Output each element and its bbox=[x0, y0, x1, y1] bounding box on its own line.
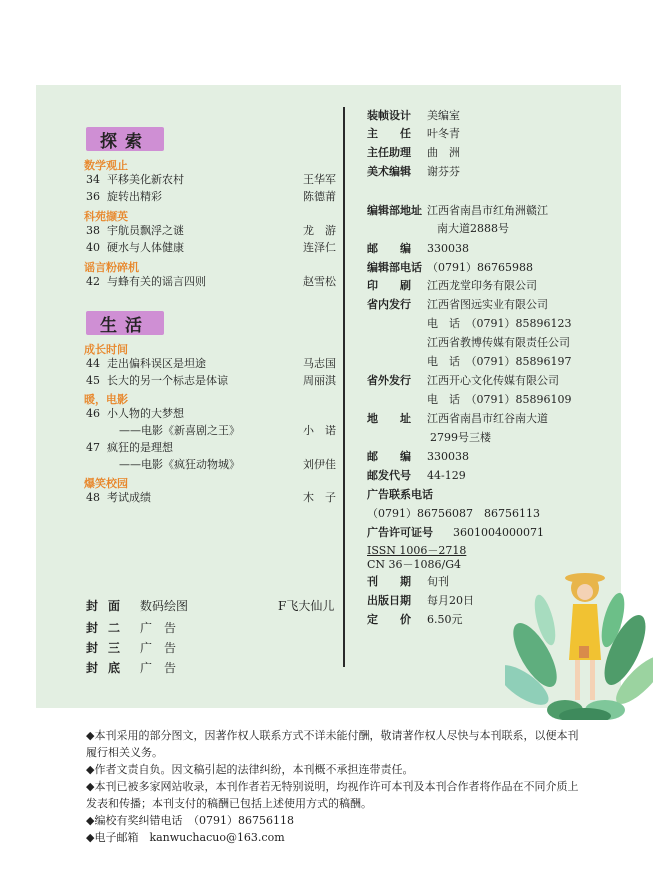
toc-row[interactable] bbox=[86, 356, 336, 372]
toc-row[interactable] bbox=[86, 406, 336, 422]
article-title: 长大的另一个标志是体谅 bbox=[107, 374, 228, 387]
author: 龙 游 bbox=[303, 224, 336, 237]
author: 小 诺 bbox=[303, 424, 336, 437]
info-dist-in: 省内发行 江西省图远实业有限公司 bbox=[367, 298, 548, 311]
info-ad-license: 广告许可证号 3601004000071 bbox=[367, 526, 544, 539]
category-math: 数学观止 bbox=[84, 159, 128, 172]
info-chief: 主 任 叶冬青 bbox=[367, 127, 460, 140]
article-title: 小人物的大梦想 bbox=[107, 407, 184, 420]
article-title: 考试成绩 bbox=[107, 491, 151, 504]
girl-plant-illustration bbox=[505, 560, 653, 720]
toc-row[interactable] bbox=[86, 440, 336, 456]
section-tag-life: 生活 bbox=[86, 311, 164, 335]
toc-row[interactable] bbox=[86, 240, 336, 256]
page-number: 40 bbox=[86, 241, 100, 254]
info-address-cont: 南大道2888号 bbox=[437, 222, 509, 235]
note-line: ◆本刊已被多家网站收录，本刊作者若无特别说明，均视作许可本刊及本刊合作者将作品在不同介质上发表和传播；本刊支付的稿酬已包括上述使用方式的稿酬。 bbox=[86, 780, 579, 810]
category-campus: 爆笑校园 bbox=[84, 477, 128, 490]
page-number: 42 bbox=[86, 275, 100, 288]
info-zip2: 邮 编 330038 bbox=[367, 450, 469, 463]
page-number: 34 bbox=[86, 173, 100, 186]
page-number: 46 bbox=[86, 407, 100, 420]
info-dist-out-tel: 电 话 （0791）85896109 bbox=[427, 393, 572, 406]
author: 木 子 bbox=[303, 491, 336, 504]
article-title: 硬水与人体健康 bbox=[107, 241, 184, 254]
toc-row[interactable] bbox=[86, 189, 336, 205]
article-title: 走出偏科误区是坦途 bbox=[107, 357, 206, 370]
category-rumor: 谣言粉碎机 bbox=[84, 261, 139, 274]
info-zip: 邮 编 330038 bbox=[367, 242, 469, 255]
article-title: 旋转出精彩 bbox=[107, 190, 162, 203]
info-ad-phone: （0791）86756087 86756113 bbox=[367, 507, 540, 520]
note-line: ◆电子邮箱 kanwuchacuo@163.com bbox=[86, 831, 285, 844]
category-movie: 暖，电影 bbox=[84, 393, 128, 406]
author: 陈德莆 bbox=[303, 190, 336, 203]
info-dist-out: 省外发行 江西开心文化传媒有限公司 bbox=[367, 374, 559, 387]
article-title: 宇航员飘浮之谜 bbox=[107, 224, 184, 237]
page-number: 45 bbox=[86, 374, 100, 387]
info-dist-tel1: 电 话 （0791）85896123 bbox=[427, 317, 572, 330]
toc-row[interactable] bbox=[86, 172, 336, 188]
info-dist-name2: 江西省教博传媒有限责任公司 bbox=[427, 336, 570, 349]
toc-row[interactable] bbox=[86, 423, 336, 439]
info-pub-date: 出版日期 每月20日 bbox=[367, 594, 474, 607]
author: 刘伊佳 bbox=[303, 458, 336, 471]
note-line: ◆本刊采用的部分图文，因著作权人联系方式不详未能付酬，敬请著作权人尽快与本刊联系，以便本刊履行相关义务。 bbox=[86, 729, 579, 759]
info-post-code: 邮发代号 44-129 bbox=[367, 469, 466, 482]
info-price: 定 价 6.50元 bbox=[367, 613, 463, 626]
toc-row[interactable] bbox=[86, 457, 336, 473]
article-subtitle: ——电影《新喜剧之王》 bbox=[119, 424, 240, 437]
article-subtitle: ——电影《疯狂动物城》 bbox=[119, 458, 240, 471]
cover-front: 封面 数码绘图 F飞大仙儿 bbox=[86, 599, 335, 613]
author: 王华军 bbox=[303, 173, 336, 186]
notes-block bbox=[86, 727, 586, 846]
cover-back: 封底 广 告 bbox=[86, 661, 177, 675]
cover-inside-back: 封三 广 告 bbox=[86, 641, 177, 655]
info-design: 装帧设计 美编室 bbox=[367, 109, 460, 122]
article-title: 与蜂有关的谣言四则 bbox=[107, 275, 206, 288]
page-number: 47 bbox=[86, 441, 100, 454]
info-period: 刊 期 旬刊 bbox=[367, 575, 449, 588]
info-phone: 编辑部电话 （0791）86765988 bbox=[367, 261, 533, 274]
toc-row[interactable] bbox=[86, 274, 336, 290]
category-growth: 成长时间 bbox=[84, 343, 128, 356]
toc-row[interactable] bbox=[86, 490, 336, 506]
info-address: 编辑部地址 江西省南昌市红角洲赣江 bbox=[367, 204, 548, 217]
info-cn: CN 36－1086/G4 bbox=[367, 558, 462, 571]
article-title: 疯狂的是理想 bbox=[107, 441, 173, 454]
info-assistant: 主任助理 曲 洲 bbox=[367, 146, 460, 159]
author: 赵雪松 bbox=[303, 275, 336, 288]
info-dist-tel2: 电 话 （0791）85896197 bbox=[427, 355, 572, 368]
info-ad-phone-label: 广告联系电话 bbox=[367, 488, 433, 501]
page-number: 36 bbox=[86, 190, 100, 203]
column-divider bbox=[343, 107, 345, 667]
info-location: 地 址 江西省南昌市红谷南大道 bbox=[367, 412, 548, 425]
info-art-editor: 美术编辑 谢芬芬 bbox=[367, 165, 460, 178]
article-title: 平移美化新农村 bbox=[107, 173, 184, 186]
author: 周丽淇 bbox=[303, 374, 336, 387]
info-location-cont: 2799号三楼 bbox=[430, 431, 491, 444]
cover-inside-front: 封二 广 告 bbox=[86, 621, 177, 635]
note-line: ◆作者文责自负。因文稿引起的法律纠纷，本刊概不承担连带责任。 bbox=[86, 763, 414, 776]
category-science: 科苑撷英 bbox=[84, 210, 128, 223]
page-number: 44 bbox=[86, 357, 100, 370]
toc-row[interactable] bbox=[86, 373, 336, 389]
author: 马志国 bbox=[303, 357, 336, 370]
info-print: 印 刷 江西龙堂印务有限公司 bbox=[367, 279, 537, 292]
note-line: ◆编校有奖纠错电话 （0791）86756118 bbox=[86, 814, 294, 827]
page-number: 48 bbox=[86, 491, 100, 504]
section-tag-explore: 探索 bbox=[86, 127, 164, 151]
info-issn: ISSN 1006－2718 bbox=[367, 544, 467, 557]
toc-row[interactable] bbox=[86, 223, 336, 239]
page-number: 38 bbox=[86, 224, 100, 237]
author: 连泽仁 bbox=[303, 241, 336, 254]
